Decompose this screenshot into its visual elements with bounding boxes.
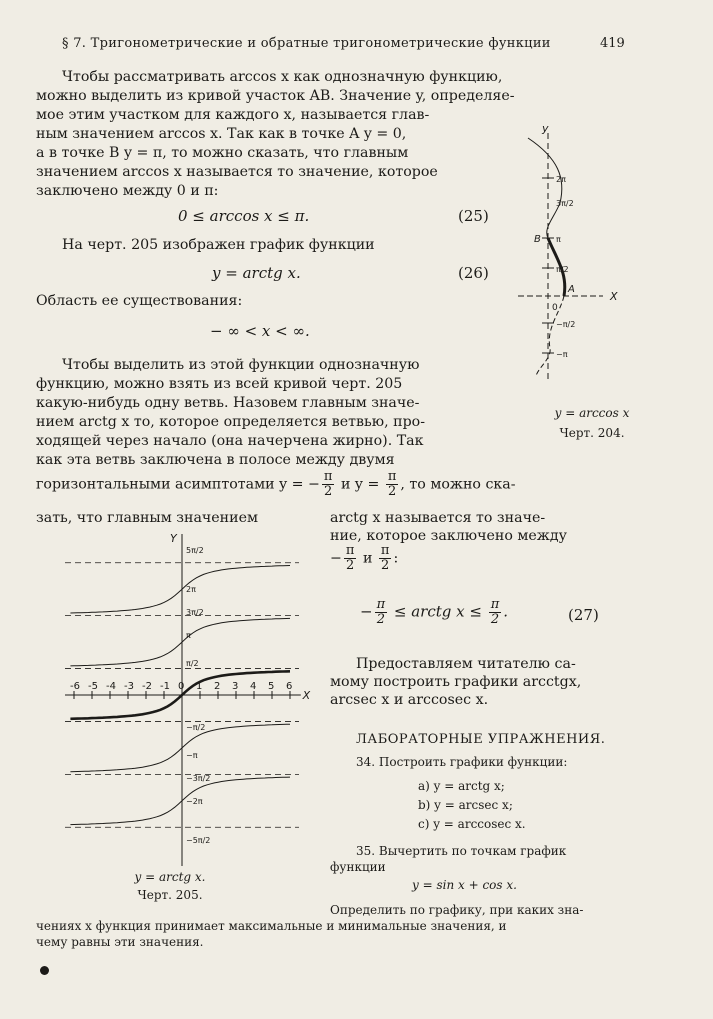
equation-27-number: (27)	[568, 606, 599, 624]
x-tick-label: 3	[232, 681, 239, 692]
x-tick-label: 5	[268, 681, 275, 692]
y-level-label: π	[186, 631, 191, 641]
running-title: § 7. Тригонометрические и обратные тригонометрические функции	[62, 36, 551, 51]
exercise-35-tail-1: Определить по графику, при каких зна-	[330, 903, 584, 917]
paragraph-4-line-2: функцию, можно взять из всей кривой черт. 205	[36, 376, 403, 392]
x-tick-label: 2	[214, 681, 221, 692]
arctg-branch	[70, 777, 290, 825]
y-level-label: −5π/2	[186, 835, 211, 845]
equation-26-number: (26)	[458, 264, 489, 282]
arctg-branch	[70, 724, 290, 772]
y-level-label: 3π/2	[186, 608, 204, 618]
paragraph-4-line-8-left: зать, что главным значением	[36, 510, 259, 526]
figure-205-caption-formula: y = arctg x.	[134, 870, 206, 884]
equation-25: 0 ≤ arccos x ≤ π.	[178, 207, 310, 225]
arccos-branch-upper	[528, 138, 562, 238]
paragraph-1-line-5: а в точке B y = π, то можно сказать, что главным	[36, 145, 409, 161]
exercise-34-item-b: b) y = arcsec x;	[418, 798, 513, 812]
fraction-pi-over-2: $\frac{\pi}{2}$	[345, 543, 355, 573]
fraction-pi-over-2: $\frac{\pi}{2}$	[376, 597, 386, 627]
label-2pi: 2π	[556, 175, 566, 184]
figure-204-caption-formula: y = arccos x	[554, 406, 630, 420]
point-b-label: B	[534, 234, 541, 245]
arctg-branch	[70, 566, 290, 614]
paragraph-4-line-4: нием arctg x то, которое определяется ветвью, про-	[36, 414, 425, 430]
label-pi: π	[556, 235, 561, 244]
exercise-34-item-a: a) y = arctg x;	[418, 779, 505, 793]
paragraph-1-line-4: ным значением arccos x. Так как в точке A y = 0,	[36, 126, 407, 142]
fraction-pi-over-2: $\frac{\pi}{2}$	[380, 543, 390, 573]
figure-204-caption-label: Черт. 204.	[559, 426, 625, 440]
point-a-label: A	[568, 284, 575, 295]
y-level-label: −π/2	[186, 723, 206, 733]
label-minus-pi: −π	[556, 350, 568, 359]
y-level-label: −2π	[186, 796, 203, 806]
ink-mark	[40, 966, 49, 975]
paragraph-4-line-3: какую-нибудь одну ветвь. Назовем главным значе-	[36, 395, 420, 411]
paragraph-1-line-2: можно выделить из кривой участок AB. Значение y, определяе-	[36, 88, 515, 104]
fraction-pi-over-2: $\frac{\pi}{2}$	[387, 469, 397, 499]
arccos-branch-lower	[536, 296, 564, 376]
exercise-35-tail-3: чему равны эти значения.	[36, 935, 204, 949]
x-tick-label: -5	[88, 681, 98, 692]
paragraph-1-line-6: значением arccos x называется то значение, которое	[36, 164, 438, 180]
paragraph-1-line-3: мое этим участком для каждого x, называется глав-	[36, 107, 430, 123]
x-tick-label: 4	[250, 681, 257, 692]
arctg-branch	[70, 618, 290, 666]
paragraph-2: На черт. 205 изображен график функции	[62, 237, 375, 253]
equation-25-number: (25)	[458, 207, 489, 225]
exercise-34-item-c: c) y = arccosec x.	[418, 817, 526, 831]
paragraph-4-line-5: ходящей через начало (она начерчена жирно). Так	[36, 433, 424, 449]
y-level-label: 2π	[186, 585, 196, 595]
paragraph-4-line-1: Чтобы выделить из этой функции однозначную	[62, 357, 420, 373]
y-axis-label: Y	[170, 532, 177, 545]
exercise-35-line-1: 35. Вычертить по точкам график	[356, 844, 567, 858]
y-level-label: π/2	[186, 658, 199, 668]
label-3pi-over-2: 3π/2	[556, 199, 574, 208]
paragraph-5-line-3: arcsec x и arccosec x.	[330, 692, 489, 708]
x-tick-label: -2	[142, 681, 152, 692]
x-axis-label: X	[610, 290, 618, 303]
y-axis-label: y	[542, 122, 549, 135]
label-pi-over-2: π/2	[556, 265, 569, 274]
label-minus-pi-over-2: −π/2	[556, 320, 576, 329]
origin-label: 0	[552, 303, 558, 313]
x-tick-label: 0	[178, 681, 185, 692]
x-tick-label: -6	[70, 681, 80, 692]
page-number: 419	[600, 36, 625, 51]
equation-26: y = arctg x.	[212, 264, 301, 282]
x-axis-label: X	[302, 689, 311, 702]
domain-formula: − ∞ < x < ∞.	[210, 322, 310, 340]
exercise-34: 34. Построить графики функции:	[356, 755, 568, 769]
x-tick-label: -3	[124, 681, 134, 692]
y-level-label: −π	[186, 750, 198, 760]
paragraph-5-line-2: мому построить графики arcctgx,	[330, 674, 582, 690]
x-tick-label: -4	[106, 681, 116, 692]
fraction-pi-over-2: $\frac{\pi}{2}$	[323, 469, 333, 499]
paragraph-4-line-6: как эта ветвь заключена в полосе между двумя	[36, 452, 395, 468]
figure-205-arctg-graph	[34, 530, 334, 870]
x-tick-label: 6	[286, 681, 293, 692]
exercise-35-line-2: функции	[330, 860, 386, 874]
x-tick-label: 1	[196, 681, 203, 692]
exercise-35-formula: y = sin x + cos x.	[412, 878, 517, 892]
between-values: − $\frac{\pi}{2}$ и $\frac{\pi}{2}$ :	[330, 543, 399, 573]
figure-205-caption-label: Черт. 205.	[137, 888, 203, 902]
paragraph-3: Область ее существования:	[36, 293, 243, 309]
lab-title: ЛАБОРАТОРНЫЕ УПРАЖНЕНИЯ.	[356, 732, 606, 747]
paragraph-4-line-8-right: arctg x называется то значе-	[330, 510, 546, 526]
x-tick-label: -1	[160, 681, 170, 692]
paragraph-1-line-7: заключено между 0 и π:	[36, 183, 219, 199]
paragraph-4-line-9: ние, которое заключено между	[330, 528, 567, 544]
equation-27: − $\frac{\pi}{2}$ ≤ arctg x ≤ $\frac{\pi}{2}$ .	[360, 597, 509, 627]
figure-204-arccos-graph	[508, 118, 668, 398]
paragraph-5-line-1: Предоставляем читателю са-	[356, 656, 576, 672]
paragraph-4-line-7: горизонтальными асимптотами y = − $\frac{\pi}{2}$ и y = $\frac{\pi}{2}$ , то можно ска-	[36, 469, 516, 499]
y-level-label: −3π/2	[186, 773, 211, 783]
exercise-35-tail-2: чениях x функция принимает максимальные и минимальные значения, и	[36, 919, 507, 933]
fraction-pi-over-2: $\frac{\pi}{2}$	[490, 597, 500, 627]
y-level-label: 5π/2	[186, 546, 204, 556]
paragraph-1-line-1: Чтобы рассматривать arccos x как однозначную функцию,	[62, 69, 503, 85]
